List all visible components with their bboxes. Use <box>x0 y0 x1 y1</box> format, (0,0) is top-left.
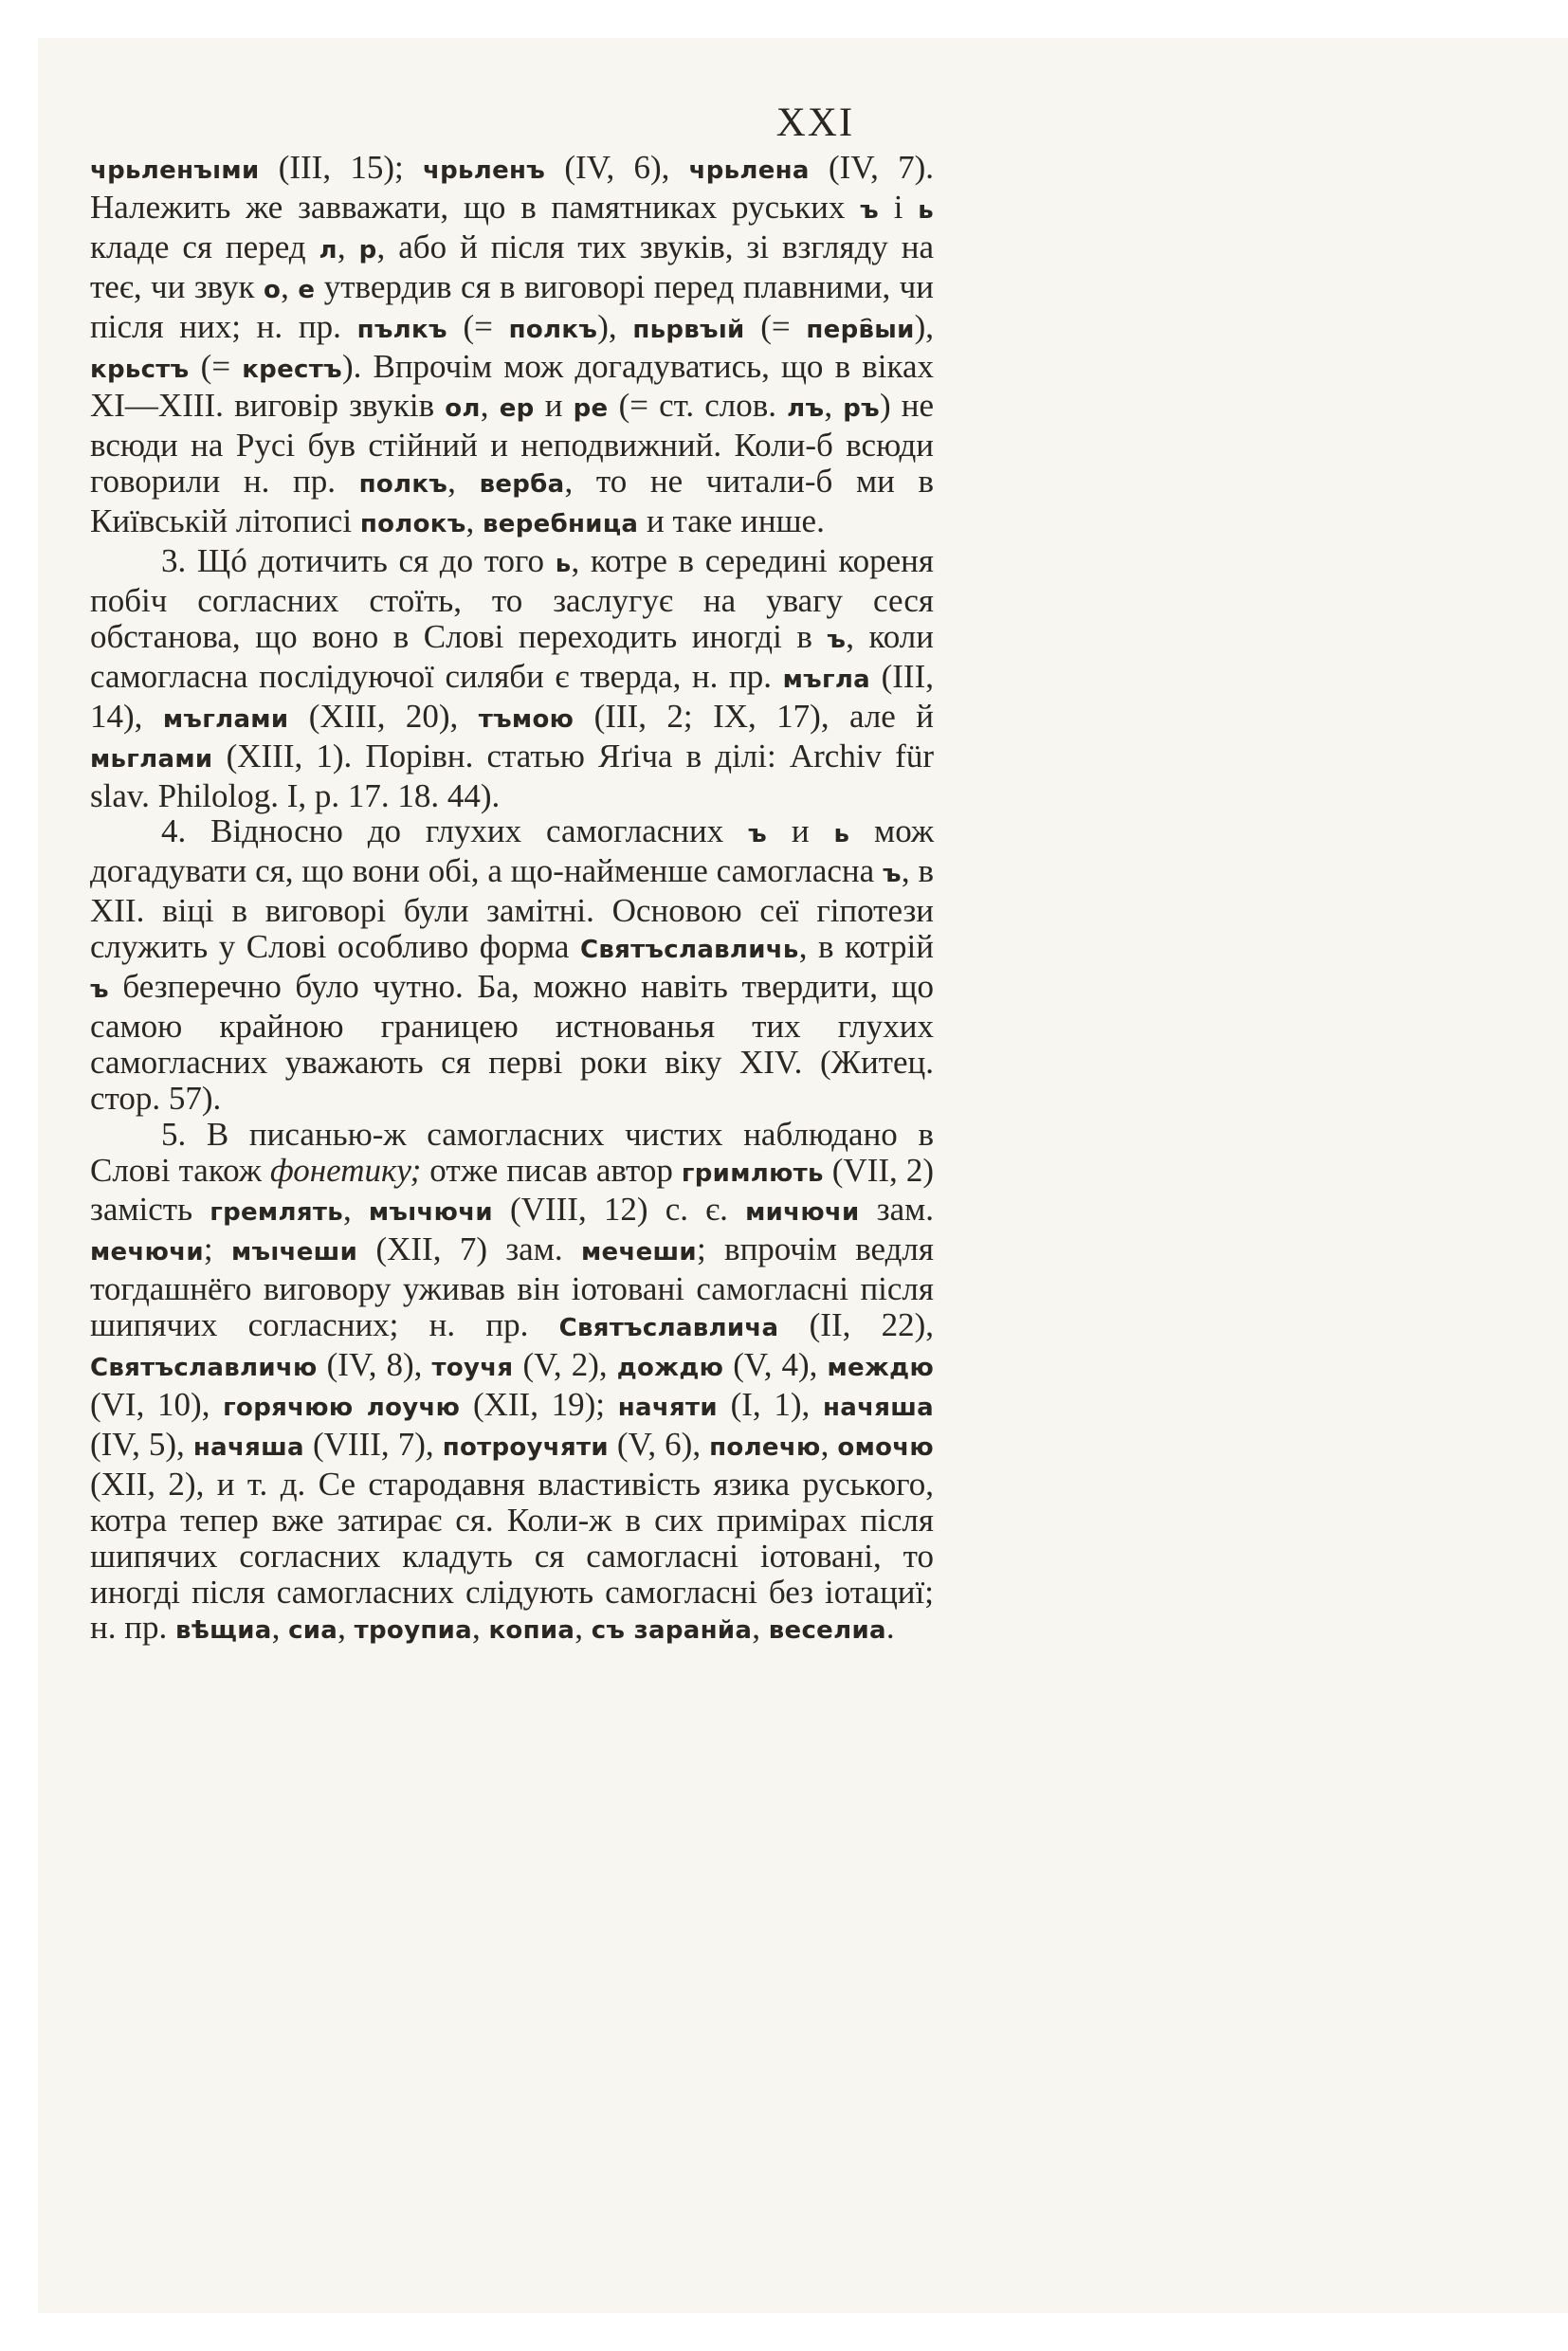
old-slavonic-word: омочю <box>837 1432 935 1462</box>
text-run: и <box>534 387 574 425</box>
emphasized-text: фонетику; <box>269 1151 422 1189</box>
old-slavonic-word: чрьлена <box>688 156 810 185</box>
text-run: (VI, 10), <box>90 1386 224 1423</box>
old-slavonic-word: р <box>358 235 377 264</box>
paragraph <box>90 1117 934 1650</box>
old-slavonic-word: тоучя <box>431 1354 514 1383</box>
text-run: (V, 6), <box>608 1425 710 1463</box>
text-run: і <box>878 188 919 226</box>
old-slavonic-word: ъ <box>748 820 767 849</box>
paragraph <box>90 543 934 813</box>
text-run: утвердив ся в виговорі перед плавними, чи після них; н. пр. <box>90 267 934 345</box>
old-slavonic-word: копиа <box>488 1616 575 1646</box>
old-slavonic-word: полкъ <box>358 470 448 500</box>
text-run: (VIII, 7), <box>303 1425 443 1463</box>
text-run: (IV, 7). Належить же завважати, що в памятниках руських <box>90 149 934 226</box>
book-page <box>38 38 1568 2313</box>
old-slavonic-word: ъ <box>860 195 879 225</box>
text-run: (XIII, 1). Порівн. статью Яґіча в ділі: Archiv für slav. Philolog. I, p. 17. 18. 44). <box>90 737 934 814</box>
old-slavonic-word: мичючи <box>745 1198 860 1228</box>
old-slavonic-word: мечеши <box>580 1238 697 1267</box>
text-run: . <box>885 1609 895 1647</box>
text-run: зам. <box>859 1191 935 1229</box>
text-run: (= <box>447 307 509 345</box>
old-slavonic-word: междю <box>827 1354 935 1383</box>
text-run: 3. Щó дотичить ся до того <box>161 542 556 580</box>
text-run: (XIII, 20), <box>288 697 479 735</box>
text-run: , <box>271 1609 289 1647</box>
text-run: , котре в середині кореня побіч согласних стоїть, то заслугує на увагу сеся обстанова, що воно в Слові переходить иногді в <box>90 542 935 655</box>
old-slavonic-word: чрьленъıми <box>90 156 260 185</box>
old-slavonic-word: полокъ <box>359 510 466 539</box>
old-slavonic-word: чрьленъ <box>422 156 546 185</box>
body-text <box>90 150 934 1649</box>
text-run: , <box>337 228 359 265</box>
text-run: , <box>480 387 500 425</box>
text-run: безперечно було чутно. Ба, можно навіть твердити, що самою крайною границею истнованья тих глухих самогласних уважають ся перві роки віку XIV. (Житец. стор. 57). <box>90 968 934 1117</box>
text-run: ; впрочім ведля тогдашнёго виговору уживав він іотовані самогласні після шипячих согласних; н. пр. <box>90 1230 934 1344</box>
old-slavonic-word: ол <box>445 394 481 424</box>
old-slavonic-word: начяша <box>192 1432 304 1462</box>
old-slavonic-word: перв҄ыи <box>806 315 915 344</box>
text-run: (VIII, 12) с. є. <box>492 1191 746 1229</box>
text-run: , в XII. віці в виговорі були замітні. Основою сеї гіпотези служить у Слові особливо форма <box>90 852 934 966</box>
text-run: , <box>342 1191 369 1229</box>
text-run: (= <box>744 307 807 345</box>
old-slavonic-word: мьглами <box>90 744 213 774</box>
paragraph <box>90 150 934 543</box>
text-run: , коли самогласна послідуючої силяби є тверда, н. пр. <box>90 617 934 695</box>
old-slavonic-word: мечючи <box>90 1238 204 1267</box>
text-run: (III, 15); <box>259 149 423 186</box>
old-slavonic-word: дождю <box>616 1354 724 1383</box>
text-run: , <box>820 1425 838 1463</box>
text-run: , <box>447 463 480 501</box>
text-run: , <box>471 1609 489 1647</box>
old-slavonic-word: лъ <box>787 394 825 424</box>
text-run: , то не читали-б ми в Київській літописі <box>90 463 935 540</box>
text-run: , <box>574 1609 592 1647</box>
text-run: ), <box>597 307 633 345</box>
old-slavonic-word: ръ <box>843 394 880 424</box>
old-slavonic-word: крестъ <box>242 355 342 384</box>
old-slavonic-word: верба <box>479 470 565 500</box>
text-run: , <box>465 502 483 540</box>
text-run: (I, 1), <box>717 1386 823 1423</box>
text-run: (II, 22), <box>778 1306 935 1344</box>
old-slavonic-word: ь <box>555 550 572 579</box>
text-run: , <box>337 1609 355 1647</box>
text-run: и <box>766 812 834 850</box>
old-slavonic-word: пълкъ <box>356 315 447 344</box>
text-run: 5. В писанью-ж самогласних чистих наблюдано в Слові також <box>90 1115 934 1189</box>
old-slavonic-word: Святъславлича <box>558 1314 779 1343</box>
text-run: кладе ся перед <box>90 228 319 265</box>
text-run: , в котрій <box>798 928 935 966</box>
old-slavonic-word: полкъ <box>508 315 598 344</box>
old-slavonic-word: мъгла <box>782 665 871 694</box>
old-slavonic-word: Святъславличь <box>579 936 799 965</box>
old-slavonic-word: ъ <box>883 860 902 889</box>
text-run: (= ст. слов. <box>608 387 788 425</box>
old-slavonic-word: горячюю лоучю <box>223 1394 461 1422</box>
old-slavonic-word: ь <box>918 195 934 225</box>
old-slavonic-word: е <box>298 275 316 304</box>
text-run: (XII, 7) зам. <box>357 1230 581 1268</box>
text-run: ), <box>914 307 934 345</box>
old-slavonic-word: полечю <box>709 1432 821 1462</box>
text-run: (IV, 6), <box>545 149 689 186</box>
old-slavonic-word: о <box>263 275 282 304</box>
old-slavonic-word: троупиа <box>354 1616 472 1646</box>
old-slavonic-word: съ заранйа <box>591 1616 753 1646</box>
text-run: (IV, 5), <box>90 1425 193 1463</box>
text-run: (= <box>189 347 243 385</box>
old-slavonic-word: ъ <box>90 975 109 1005</box>
text-run: ; <box>203 1230 231 1268</box>
text-run: (V, 2), <box>513 1346 617 1384</box>
text-run: (IV, 8), <box>317 1346 432 1384</box>
text-run: и таке инше. <box>638 502 825 540</box>
text-run: 4. Відносно до глухих самогласних <box>161 812 749 850</box>
page-number: XXI <box>775 100 855 145</box>
old-slavonic-word: ре <box>573 394 609 424</box>
text-run: (VII, 2) замість <box>90 1151 934 1229</box>
old-slavonic-word: крьстъ <box>90 355 190 384</box>
text-run: , або й після тих звуків, зі взгляду на теє, чи звук <box>90 228 934 305</box>
text-run: (III, 14), <box>90 657 934 735</box>
text-run: , <box>752 1609 769 1647</box>
old-slavonic-word: тъмою <box>478 704 574 734</box>
old-slavonic-word: Святъславличю <box>90 1354 318 1383</box>
old-slavonic-word: веребница <box>483 510 639 539</box>
text-run: ) не всюди на Русі був стійний и неподвижний. Коли-б всюди говорили н. пр. <box>90 387 935 501</box>
old-slavonic-word: ь <box>833 820 850 849</box>
paragraph <box>90 813 934 1116</box>
text-run: , <box>281 267 299 305</box>
old-slavonic-word: гримлють <box>681 1158 824 1188</box>
old-slavonic-word: веселиа <box>768 1616 886 1646</box>
text-run: , <box>824 387 844 425</box>
text-run: ). Впрочім мож догадуватись, що в віках XI—XIII. виговір звуків <box>90 347 934 425</box>
old-slavonic-word: начяти <box>617 1394 718 1422</box>
old-slavonic-word: начяша <box>823 1394 935 1422</box>
text-run: мож догадувати ся, що вони обі, а що-найменше самогласна <box>90 812 935 890</box>
old-slavonic-word: потроучяти <box>442 1432 609 1462</box>
old-slavonic-word: гремлять <box>210 1198 343 1228</box>
text-run: (XII, 2), и т. д. Се стародавня властивість язика руського, котра тепер вже затирає ся. Коли-ж в сих примірах після шипячих согласних кладуть ся самогласні іотовані, то иногді після самогласних слідують самогласні без іотациї; н. пр. <box>90 1465 934 1647</box>
old-slavonic-word: ъ <box>827 625 847 654</box>
old-slavonic-word: ер <box>499 394 535 424</box>
text-run: (III, 2; IX, 17), але й <box>574 697 934 735</box>
old-slavonic-word: мъıчеши <box>230 1238 358 1267</box>
old-slavonic-word: мъıчючи <box>368 1198 493 1228</box>
old-slavonic-word: пьрвъıй <box>632 315 745 344</box>
old-slavonic-word: вѣщиа <box>174 1616 272 1646</box>
old-slavonic-word: сиа <box>288 1616 338 1646</box>
old-slavonic-word: л <box>319 235 337 264</box>
text-run: (V, 4), <box>723 1346 828 1384</box>
text-run: (XII, 19); <box>460 1386 618 1423</box>
old-slavonic-word: мъглами <box>162 704 289 734</box>
text-run: отже писав автор <box>421 1151 682 1189</box>
